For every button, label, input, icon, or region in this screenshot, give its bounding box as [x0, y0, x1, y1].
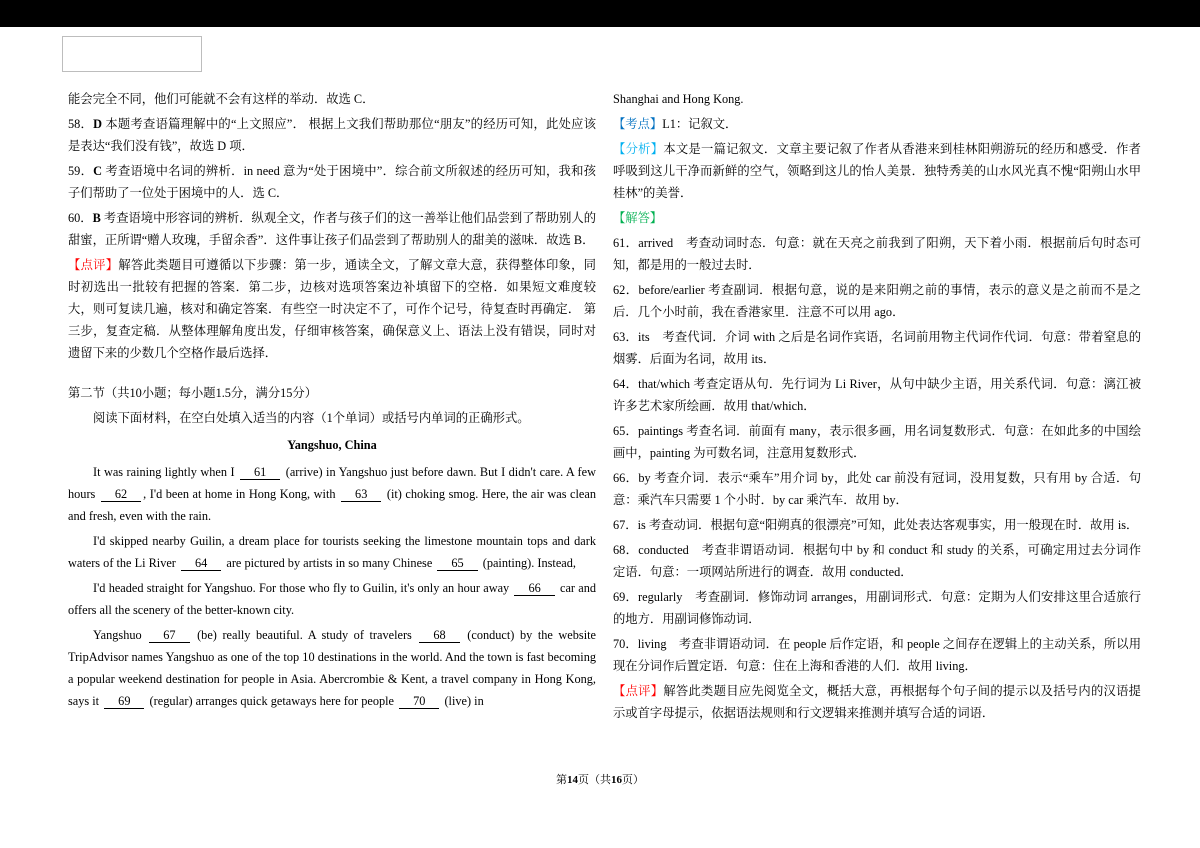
- text-run: 67．is 考查动词．根据句意“阳朔真的很漂亮”可知，此处表达客观事实，用一般现在时．故用 is．: [613, 518, 1139, 532]
- text-run: 61．arrived 考查动词时态．句意：就在天亮之前我到了阳朔，天下着小雨．根据前后句时态可知，都是用的一般过去时．: [613, 236, 1141, 272]
- text-run: (painting). Instead,: [479, 556, 576, 570]
- section-heading: [68, 382, 596, 404]
- passage-paragraph-2: [68, 530, 596, 574]
- text-run: Yangshuo: [93, 628, 148, 642]
- fill-blank-69: 69: [104, 694, 144, 709]
- text-run: 解答此类题目应先阅览全文，概括大意，再根据每个句子间的提示以及括号内的汉语提示或首字母提示，依据语法规则和行文逻辑来推测并填写合适的词语．: [613, 684, 1141, 720]
- page-footer-text: [0, 772, 1200, 788]
- text-run: 69．regularly 考查副词．修饰动词 arranges，用副词形式．句意：定期为人们安排这里合适旅行的地方．用副词修饰动词．: [613, 590, 1141, 626]
- text-run: (live) in: [441, 694, 484, 708]
- text-run: , I'd been at home in Hong Kong, with: [143, 487, 340, 501]
- text-run: are pictured by artists in so many Chinese: [223, 556, 436, 570]
- explain-item-64: [613, 373, 1141, 417]
- text-run: 63．its 考查代词．介词 with 之后是名词作宾语，名词前用物主代词作代词．句意：带着窒息的烟雾．后面为名词，故用 its．: [613, 330, 1141, 366]
- text-run: It was raining lightly when I: [93, 465, 238, 479]
- text-run: 65．paintings 考查名词．前面有 many，表示很多画，用名词复数形式．句意：在如此多的中国绘画中，painting 为可数名词，注意用复数形式．: [613, 424, 1141, 460]
- explain-item-65: [613, 420, 1141, 464]
- text-run: 解答此类题目可遵循以下步骤：第一步，通读全文，了解文章大意，获得整体印象，同时初选出一批较有把握的答案．第二步，边核对选项答案边补填留下的空格．如果短文难度较大，则可复读几遍，核对和确定答案．有些空一时决定不了，可作个记号，待复查时再确定． 第三步，复查定稿．从整体理解角度出发，仔细审核答案，确保意义上、语法上没有错误，同时对遗留下来的少数几个空格作最后选择．: [68, 258, 596, 360]
- left-column: [68, 88, 596, 727]
- styled-text-run: 【分析】: [613, 142, 664, 156]
- styled-text-run: C: [93, 164, 103, 178]
- text-run: (regular) arranges quick getaways here for people: [146, 694, 398, 708]
- styled-text-run: 14: [567, 774, 578, 786]
- explain-item-61: [613, 232, 1141, 276]
- text-run: I'd headed straight for Yangshuo. For those who fly to Guilin, it's only an hour away: [93, 581, 513, 595]
- fill-blank-64: 64: [181, 556, 221, 571]
- fill-blank-62: 62: [101, 487, 141, 502]
- answer-item-60: [68, 207, 596, 251]
- explain-item-62: [613, 279, 1141, 323]
- text-run: 60．: [68, 211, 93, 225]
- text-run: 本题考查语篇理解中的“上文照应”． 根据上文我们帮助那位“朋友”的经历可知，此处应该是表达“我们没有钱”，故选 D 项．: [68, 117, 596, 153]
- text-run: 66．by 考查介词．表示“乘车”用介词 by，此处 car 前没有冠词，没用复数，只有用 by 合适．句意：乘汽车只需要 1 个小时．by car 乘汽车．故用 by．: [613, 471, 1141, 507]
- text-run: 考查语境中形容词的辨析．纵观全文，作者与孩子们的这一善举让他们品尝到了帮助别人的甜蜜，正所谓“赠人玫瑰，手留余香”．这件事让孩子们品尝到了帮助别人的甜美的滋味．故选 B．: [68, 211, 596, 247]
- text-run: 页）: [622, 774, 644, 786]
- right-column: [613, 88, 1141, 727]
- passage-paragraph-1: [68, 461, 596, 527]
- passage-paragraph-4: [68, 624, 596, 712]
- dianping-paragraph: [68, 254, 596, 364]
- text-run: 58．: [68, 117, 94, 131]
- text-run: (conduct) by the website TripAdvisor names Yangshuo as one of the top 10 destinations in the world. And the town is fast becoming a popular weekend destination for people in Asia. Abercrombie & Kent, a travel company in Hong Kong, says it: [68, 628, 596, 708]
- text-run: 59．: [68, 164, 94, 178]
- scan-top-black-bar: [0, 0, 1200, 27]
- explain-item-68: [613, 539, 1141, 583]
- text-run: 第: [556, 774, 567, 786]
- text-run: 70．living 考查非谓语动词．在 people 后作定语，和 people 之间存在逻辑上的主动关系，所以用现在分词作后置定语．句意：住在上海和香港的人们．故用 living．: [613, 637, 1141, 673]
- explain-item-70: [613, 633, 1141, 677]
- fill-blank-68: 68: [419, 628, 459, 643]
- fenxi-paragraph: [613, 138, 1141, 204]
- text-run: car and offers all the scenery of the better-known city.: [68, 581, 596, 617]
- passage-title: [68, 434, 596, 456]
- text-run: 64．that/which 考查定语从句．先行词为 Li River，从句中缺少主语，用关系代词．句意：漓江被许多艺术家所绘画．故用 that/which．: [613, 377, 1141, 413]
- page-footer: [0, 772, 1200, 788]
- explain-item-67: [613, 514, 1141, 536]
- text-run: (it) choking smog. Here, the air was clean and fresh, even with the rain.: [68, 487, 596, 523]
- passage-continuation: [613, 88, 1141, 110]
- fill-blank-70: 70: [399, 694, 439, 709]
- text-run: 阅读下面材料，在空白处填入适当的内容（1个单词）或括号内单词的正确形式。: [93, 411, 530, 425]
- page-content: [68, 88, 1141, 727]
- answer-item-59: [68, 160, 596, 204]
- text-run: 第二节（共10小题；每小题1.5分，满分15分）: [68, 386, 318, 400]
- answer-item-58: [68, 113, 596, 157]
- explain-item-69: [613, 586, 1141, 630]
- fill-blank-67: 67: [149, 628, 189, 643]
- text-run: 本文是一篇记叙文．文章主要记叙了作者从香港来到桂林阳朔游玩的经历和感受．作者呼吸到这儿干净而新鲜的空气，领略到这儿的怡人美景．独特秀美的山水风光真不愧“阳朔山水甲桂林”的美誉．: [613, 142, 1141, 200]
- kaodian-paragraph: [613, 113, 1141, 135]
- styled-text-run: 16: [611, 774, 622, 786]
- text-run: 62．before/earlier 考查副词．根据句意，说的是来阳朔之前的事情，表示的意义是之前而不是之后．几个小时前，我在香港家里．注意不可以用 ago．: [613, 283, 1141, 319]
- text-run: Shanghai and Hong Kong.: [613, 92, 744, 106]
- fill-blank-65: 65: [437, 556, 477, 571]
- fill-blank-66: 66: [514, 581, 554, 596]
- blank-stamp-box: [62, 36, 202, 72]
- styled-text-run: 【考点】: [613, 117, 663, 131]
- section-instruction: [68, 407, 596, 429]
- text-run: 能会完全不同，他们可能就不会有这样的举动．故选 C．: [68, 92, 375, 106]
- styled-text-run: B: [92, 211, 101, 225]
- styled-text-run: 【解答】: [613, 211, 663, 225]
- text-run: L1：记叙文．: [662, 117, 738, 131]
- styled-text-run: 【点评】: [68, 258, 119, 272]
- text-run: 考查语境中名词的辨析．in need 意为“处于困境中”．综合前文所叙述的经历可知，我和孩子们帮助了一位处于困境中的人．选 C．: [68, 164, 596, 200]
- text-run: I'd skipped nearby Guilin, a dream place for tourists seeking the limestone mountain tops and dark waters of the Li River: [68, 534, 596, 570]
- jieda-heading: [613, 207, 1141, 229]
- fill-blank-63: 63: [341, 487, 381, 502]
- styled-text-run: 【点评】: [613, 684, 664, 698]
- text-run: (arrive) in Yangshuo just before dawn. But I didn't care. A few hours: [68, 465, 596, 501]
- fill-blank-61: 61: [240, 465, 280, 480]
- text-run: (be) really beautiful. A study of travelers: [191, 628, 418, 642]
- continuation-paragraph: [68, 88, 596, 110]
- text-run: Yangshuo, China: [287, 438, 377, 452]
- text-run: 68．conducted 考查非谓语动词．根据句中 by 和 conduct 和 study 的关系，可确定用过去分词作定语．句意：一项网站所进行的调查．故用 conducted．: [613, 543, 1141, 579]
- dianping-paragraph: [613, 680, 1141, 724]
- passage-paragraph-3: [68, 577, 596, 621]
- styled-text-run: D: [93, 117, 103, 131]
- explain-item-63: [613, 326, 1141, 370]
- explain-item-66: [613, 467, 1141, 511]
- text-run: 页（共: [578, 774, 611, 786]
